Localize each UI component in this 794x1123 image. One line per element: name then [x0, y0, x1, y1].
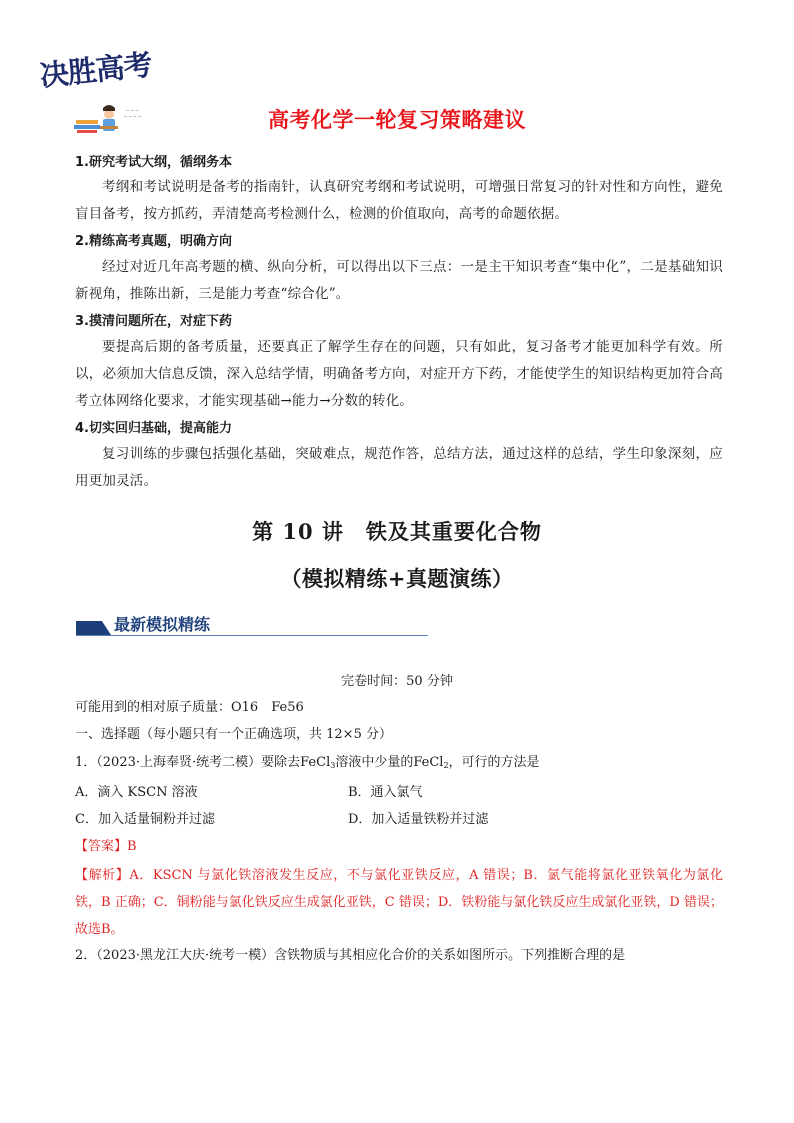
exam-time: 完卷时间：50 分钟 — [341, 674, 453, 689]
q1-stem-before: 1．（2023·上海奉贤·统考二模）要除去FeCl — [75, 755, 331, 770]
svg-text:~ ~ ~: ~ ~ ~ — [126, 108, 139, 113]
logo-text: 决胜高考 — [38, 47, 154, 93]
section-body-2: 经过对近几年高考题的横、纵向分析，可以得出以下三点：一是主干知识考查“集中化”，二是基础知识新视角，推陈出新，三是能力考查“综合化”。 — [75, 259, 723, 302]
q1-option-a: A．滴入 KSCN 溶液 — [75, 785, 198, 800]
section-body-4: 复习训练的步骤包括强化基础，突破难点，规范作答，总结方法，通过这样的总结，学生印象深刻，应用更加灵活。 — [75, 446, 723, 489]
section-heading-2: 2.精练高考真题，明确方向 — [75, 234, 232, 249]
q1-sub-3: 3 — [330, 761, 336, 770]
lecture-title: 第 10 讲 铁及其重要化合物 — [252, 519, 542, 544]
q1-option-b: B．通入氯气 — [348, 785, 423, 800]
q1-analysis: 【解析】A．KSCN 与氯化铁溶液发生反应，不与氯化亚铁反应，A 错误；B．氯气能将氯化亚铁氧化为氯化铁，B 正确；C．铜粉能与氯化铁反应生成氯化亚铁，C 错误；D．铁粉能与氯化铁反应生成氯化亚铁，D 错误；故选B。 — [75, 868, 723, 937]
section-heading-3: 3.摸清问题所在，对症下药 — [75, 314, 232, 329]
part-one-heading: 一、选择题（每小题只有一个正确选项，共 12×5 分） — [75, 727, 392, 742]
svg-text:~ ~ ~ ~: ~ ~ ~ ~ — [124, 114, 142, 119]
section-body-3: 要提高后期的备考质量，还要真正了解学生存在的问题，只有如此，复习备考才能更加科学有效。所以，必须加大信息反馈，深入总结学情，明确备考方向，对症开方下药，才能使学生的知识结构更加符合高考立体网络化要求，才能实现基础→能力→分数的转化。 — [75, 339, 723, 409]
q1-option-c: C．加入适量铜粉并过滤 — [75, 812, 215, 827]
banner-underline — [76, 635, 428, 636]
q1-sub-2: 2 — [443, 761, 449, 770]
q1-stem-mid: 溶液中少量的FeCl — [335, 755, 444, 770]
document-title: 高考化学一轮复习策略建议 — [268, 108, 526, 132]
section-heading-1: 1.研究考试大纲，循纲务本 — [75, 155, 232, 170]
q1-stem-after: ，可行的方法是 — [448, 755, 540, 770]
atomic-mass-note: 可能用到的相对原子质量：O16 Fe56 — [75, 700, 304, 715]
question-1-stem — [75, 753, 540, 773]
section-banner — [76, 612, 428, 636]
q1-option-d: D．加入适量铁粉并过滤 — [348, 812, 489, 827]
banner-block — [76, 621, 111, 635]
section-heading-4: 4.切实回归基础，提高能力 — [75, 421, 232, 436]
lecture-subtitle: （模拟精练+真题演练） — [280, 566, 514, 591]
q1-answer: 【答案】B — [75, 839, 137, 854]
question-2-stem: 2．（2023·黑龙江大庆·统考一模）含铁物质与其相应化合价的关系如图所示。下列推断合理的是 — [75, 948, 626, 963]
section-body-1: 考纲和考试说明是备考的指南针，认真研究考纲和考试说明，可增强日常复习的针对性和方向性，避免盲目备考，按方抓药，弄清楚高考检测什么，检测的价值取向，高考的命题依据。 — [75, 179, 723, 222]
banner-label: 最新模拟精练 — [114, 615, 211, 634]
